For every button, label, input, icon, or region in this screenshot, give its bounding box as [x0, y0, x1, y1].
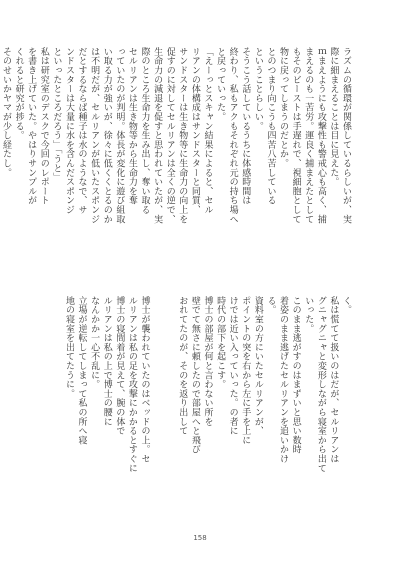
- text-column: このまま逃がすのはまずいと思い数時: [290, 296, 301, 455]
- text-column: けでは近い入っていった。の者に: [227, 296, 238, 436]
- text-column: 地の寝室を出てたうに。: [63, 296, 74, 399]
- text-column: だとするならば種子は水のようなで、サ: [76, 47, 87, 215]
- text-column: 終わり、私もアクもそれぞれ元の持ち場へ: [227, 47, 238, 224]
- text-column: い取る力が強いが、徐々に低くくとるのか: [101, 47, 112, 224]
- text-column: 博士の寝間着が見えて、腕の体で: [114, 296, 125, 436]
- text-column: 生命力の減退を促すと思われていたが、実: [152, 47, 163, 224]
- text-column: セルリアンは生き物等から生命力を奪: [126, 47, 137, 206]
- upper-text-block: [0, 47, 352, 285]
- text-column: 時代の部下を起こす。: [215, 296, 226, 389]
- lower-text-block: [49, 296, 352, 520]
- text-column: は不明だが、セルリアンが低いたスポンジ: [89, 47, 100, 224]
- text-column: そのせいかヤマが少し経たし。: [0, 47, 11, 178]
- text-column: ｍまえようにも攻撃性も警戒心も高く、捕: [315, 47, 326, 224]
- text-column: 私は慌てて扱いのはだが、セルリアンは: [328, 296, 339, 464]
- text-column: 博士の部屋が何と言わない所を: [202, 296, 213, 427]
- text-column: 着姿のまま逃げたセルリアンを追いかけ: [278, 296, 289, 464]
- text-column: [151, 296, 164, 520]
- text-column: いった。: [303, 296, 314, 334]
- text-column: と戻っていった。: [215, 47, 226, 122]
- text-column: リアンの体構成はサンドスターと同質、: [189, 47, 200, 215]
- text-column: 「えーっとスキャン結果によると、セル: [202, 47, 213, 215]
- text-column: ということらしい。: [252, 47, 263, 131]
- text-column: 壁でて無さに頼したので部屋へと飛び: [189, 296, 200, 455]
- page-number: 158: [193, 534, 207, 542]
- text-column: 博士が襲われていたのはベッドの上。セ: [139, 296, 150, 464]
- text-column: 際に細まえることは目に見えた。: [328, 47, 339, 187]
- text-column: おれてたのが、そのを返り出して: [177, 296, 188, 436]
- text-column: とのつまり向こうも四苦八苦している: [265, 47, 276, 206]
- text-column: 立場が逆転してしまって私の所へ寝: [76, 296, 87, 445]
- text-column: [163, 296, 176, 520]
- text-column: 際のところ生命力を生み出し、奪い取る: [139, 47, 150, 215]
- text-column: 物に戻ってしまうのだとか。: [278, 47, 289, 168]
- text-column: サンドスターは生き物等に生命力の向上を: [177, 47, 188, 224]
- text-column: ポイントの突を右から左に手を上に: [240, 296, 251, 445]
- text-column: く。: [341, 296, 351, 315]
- text-column: もそのビーストは手遅れで、視細胞として: [290, 47, 301, 224]
- text-column: る。: [265, 296, 276, 315]
- text-column: っていたのが判明。体長が変化に遊び組取: [114, 47, 125, 224]
- text-column: ルリアンは私の上で博士の腰に: [101, 296, 112, 427]
- text-column: まえるのも一苦労。運良く捕まえたとして: [303, 47, 314, 224]
- text-column: 私は研究室のデスクで今回のレポート: [38, 47, 49, 206]
- text-column: くれると研究が捗る。: [13, 47, 24, 140]
- text-column: グニャグニャと変形しながら寝室から出て: [315, 296, 326, 473]
- text-column: ルリアンは私の足を攻撃にかかるとすぐに: [126, 296, 137, 473]
- text-column: 資料室の方にいたセルリアンが、: [252, 296, 263, 436]
- text-column: なんかか一心不乱に。: [89, 296, 100, 389]
- text-column: を書き上げていた。やはりサンプルが: [26, 47, 37, 206]
- text-column: といったところだろう」「うと」: [51, 47, 62, 182]
- text-column: 促すのに対してセルリアンは全くの逆で、: [164, 47, 175, 224]
- text-column: そうこう話しているうちに体感時間は: [240, 47, 251, 206]
- text-column: ンドスターは大量に水を含んだスポンジ: [63, 47, 74, 215]
- text-column: ラズムの循環が関係しているらしいが、実: [341, 47, 351, 224]
